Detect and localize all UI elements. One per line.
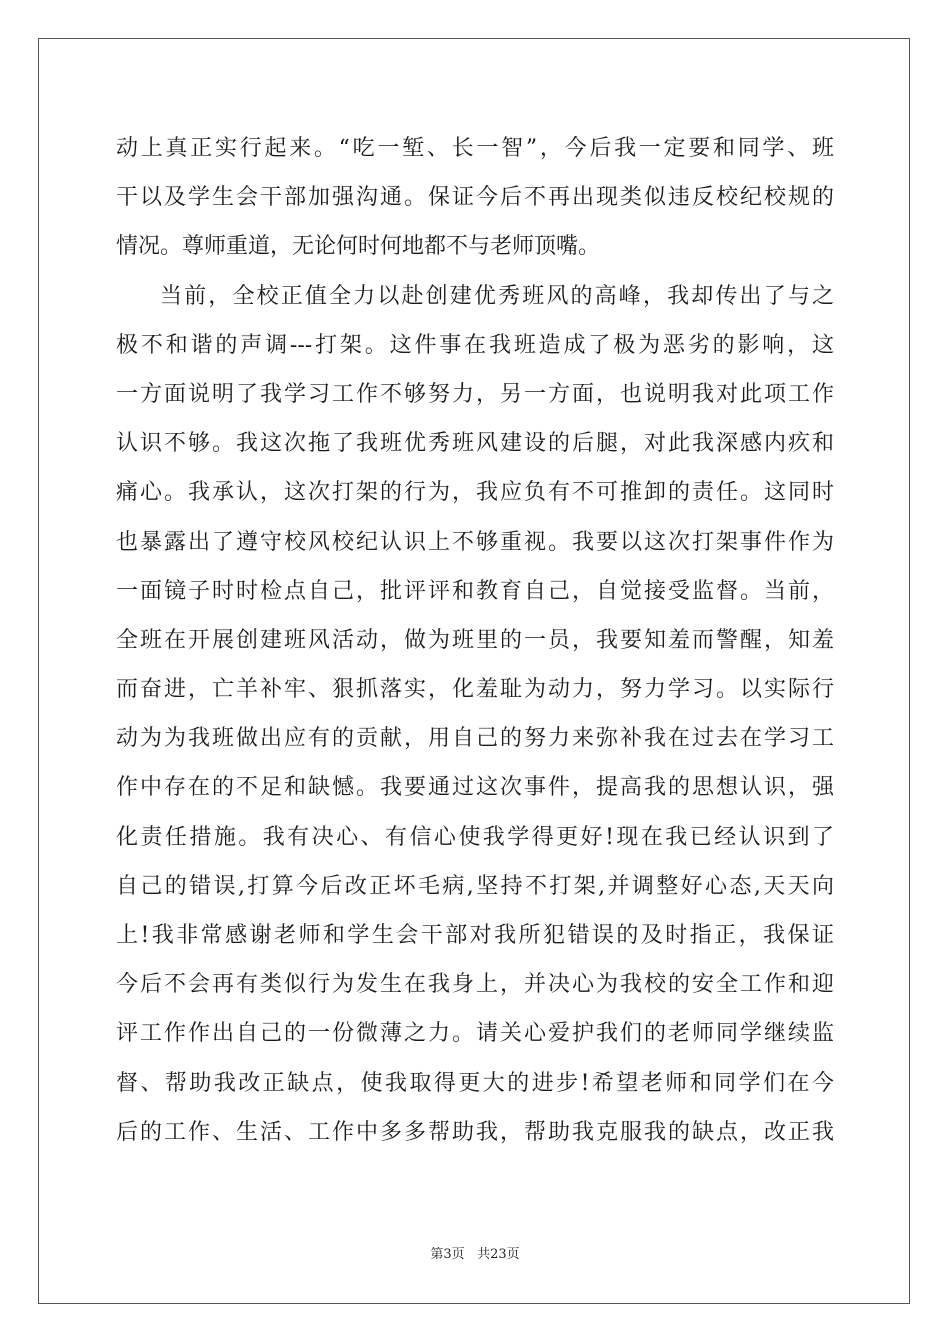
text-line: 全班在开展创建班风活动，做为班里的一员，我要知羞而警醒，知羞 [116,627,834,653]
text-line: 作中存在的不足和缺憾。我要通过这次事件，提高我的思想认识，强 [116,775,834,801]
paragraph-1 [116,124,834,272]
text-line: 督、帮助我改正缺点，使我取得更大的进步!希望老师和同学们在今 [116,1070,834,1096]
text-line: 化责任措施。我有决心、有信心使我学得更好!现在我已经认识到了 [116,824,834,850]
text-line: 上!我非常感谢老师和学生会干部对我所犯错误的及时指正，我保证 [116,923,834,948]
text-line: 自己的错误,打算今后改正坏毛病,坚持不打架,并调整好心态,天天向 [116,873,834,899]
document-body [116,124,834,1157]
paragraph-2 [116,272,834,1157]
text-line: 而奋进，亡羊补牢、狠抓落实，化羞耻为动力，努力学习。以实际行 [116,677,834,703]
text-line: 评工作作出自己的一份微薄之力。请关心爱护我们的老师同学继续监 [116,1021,834,1047]
page-footer [0,1243,950,1262]
page-total: 共23页 [477,1247,520,1262]
text-line: 情况。尊师重道，无论何时何地都不与老师顶嘴。 [116,234,601,260]
text-line: 一面镜子时时检点自己，批评评和教育自己，自觉接受监督。当前， [116,578,834,604]
text-line: 极不和谐的声调---打架。这件事在我班造成了极为恶劣的影响，这 [116,332,834,358]
text-line: 痛心。我承认，这次打架的行为，我应负有不可推卸的责任。这同时 [116,480,834,506]
page-number: 第3页 [430,1247,465,1262]
text-line: 动为为我班做出应有的贡献，用自己的努力来弥补我在过去在学习工 [116,726,834,752]
text-line: 当前，全校正值全力以赴创建优秀班风的高峰，我却传出了与之 [160,283,834,309]
text-line: 今后不会再有类似行为发生在我身上，并决心为我校的安全工作和迎 [116,972,834,998]
text-line: 动上真正实行起来。“吃一堑、长一智”，今后我一定要和同学、班 [116,136,834,161]
text-line: 也暴露出了遵守校风校纪认识上不够重视。我要以这次打架事件作为 [116,529,834,555]
text-line: 认识不够。我这次拖了我班优秀班风建设的后腿，对此我深感内疚和 [116,431,834,457]
text-line: 后的工作、生活、工作中多多帮助我，帮助我克服我的缺点，改正我 [116,1119,834,1145]
text-line: 一方面说明了我学习工作不够努力，另一方面，也说明我对此项工作 [116,381,834,407]
text-line: 干以及学生会干部加强沟通。保证今后不再出现类似违反校纪校规的 [116,185,834,211]
